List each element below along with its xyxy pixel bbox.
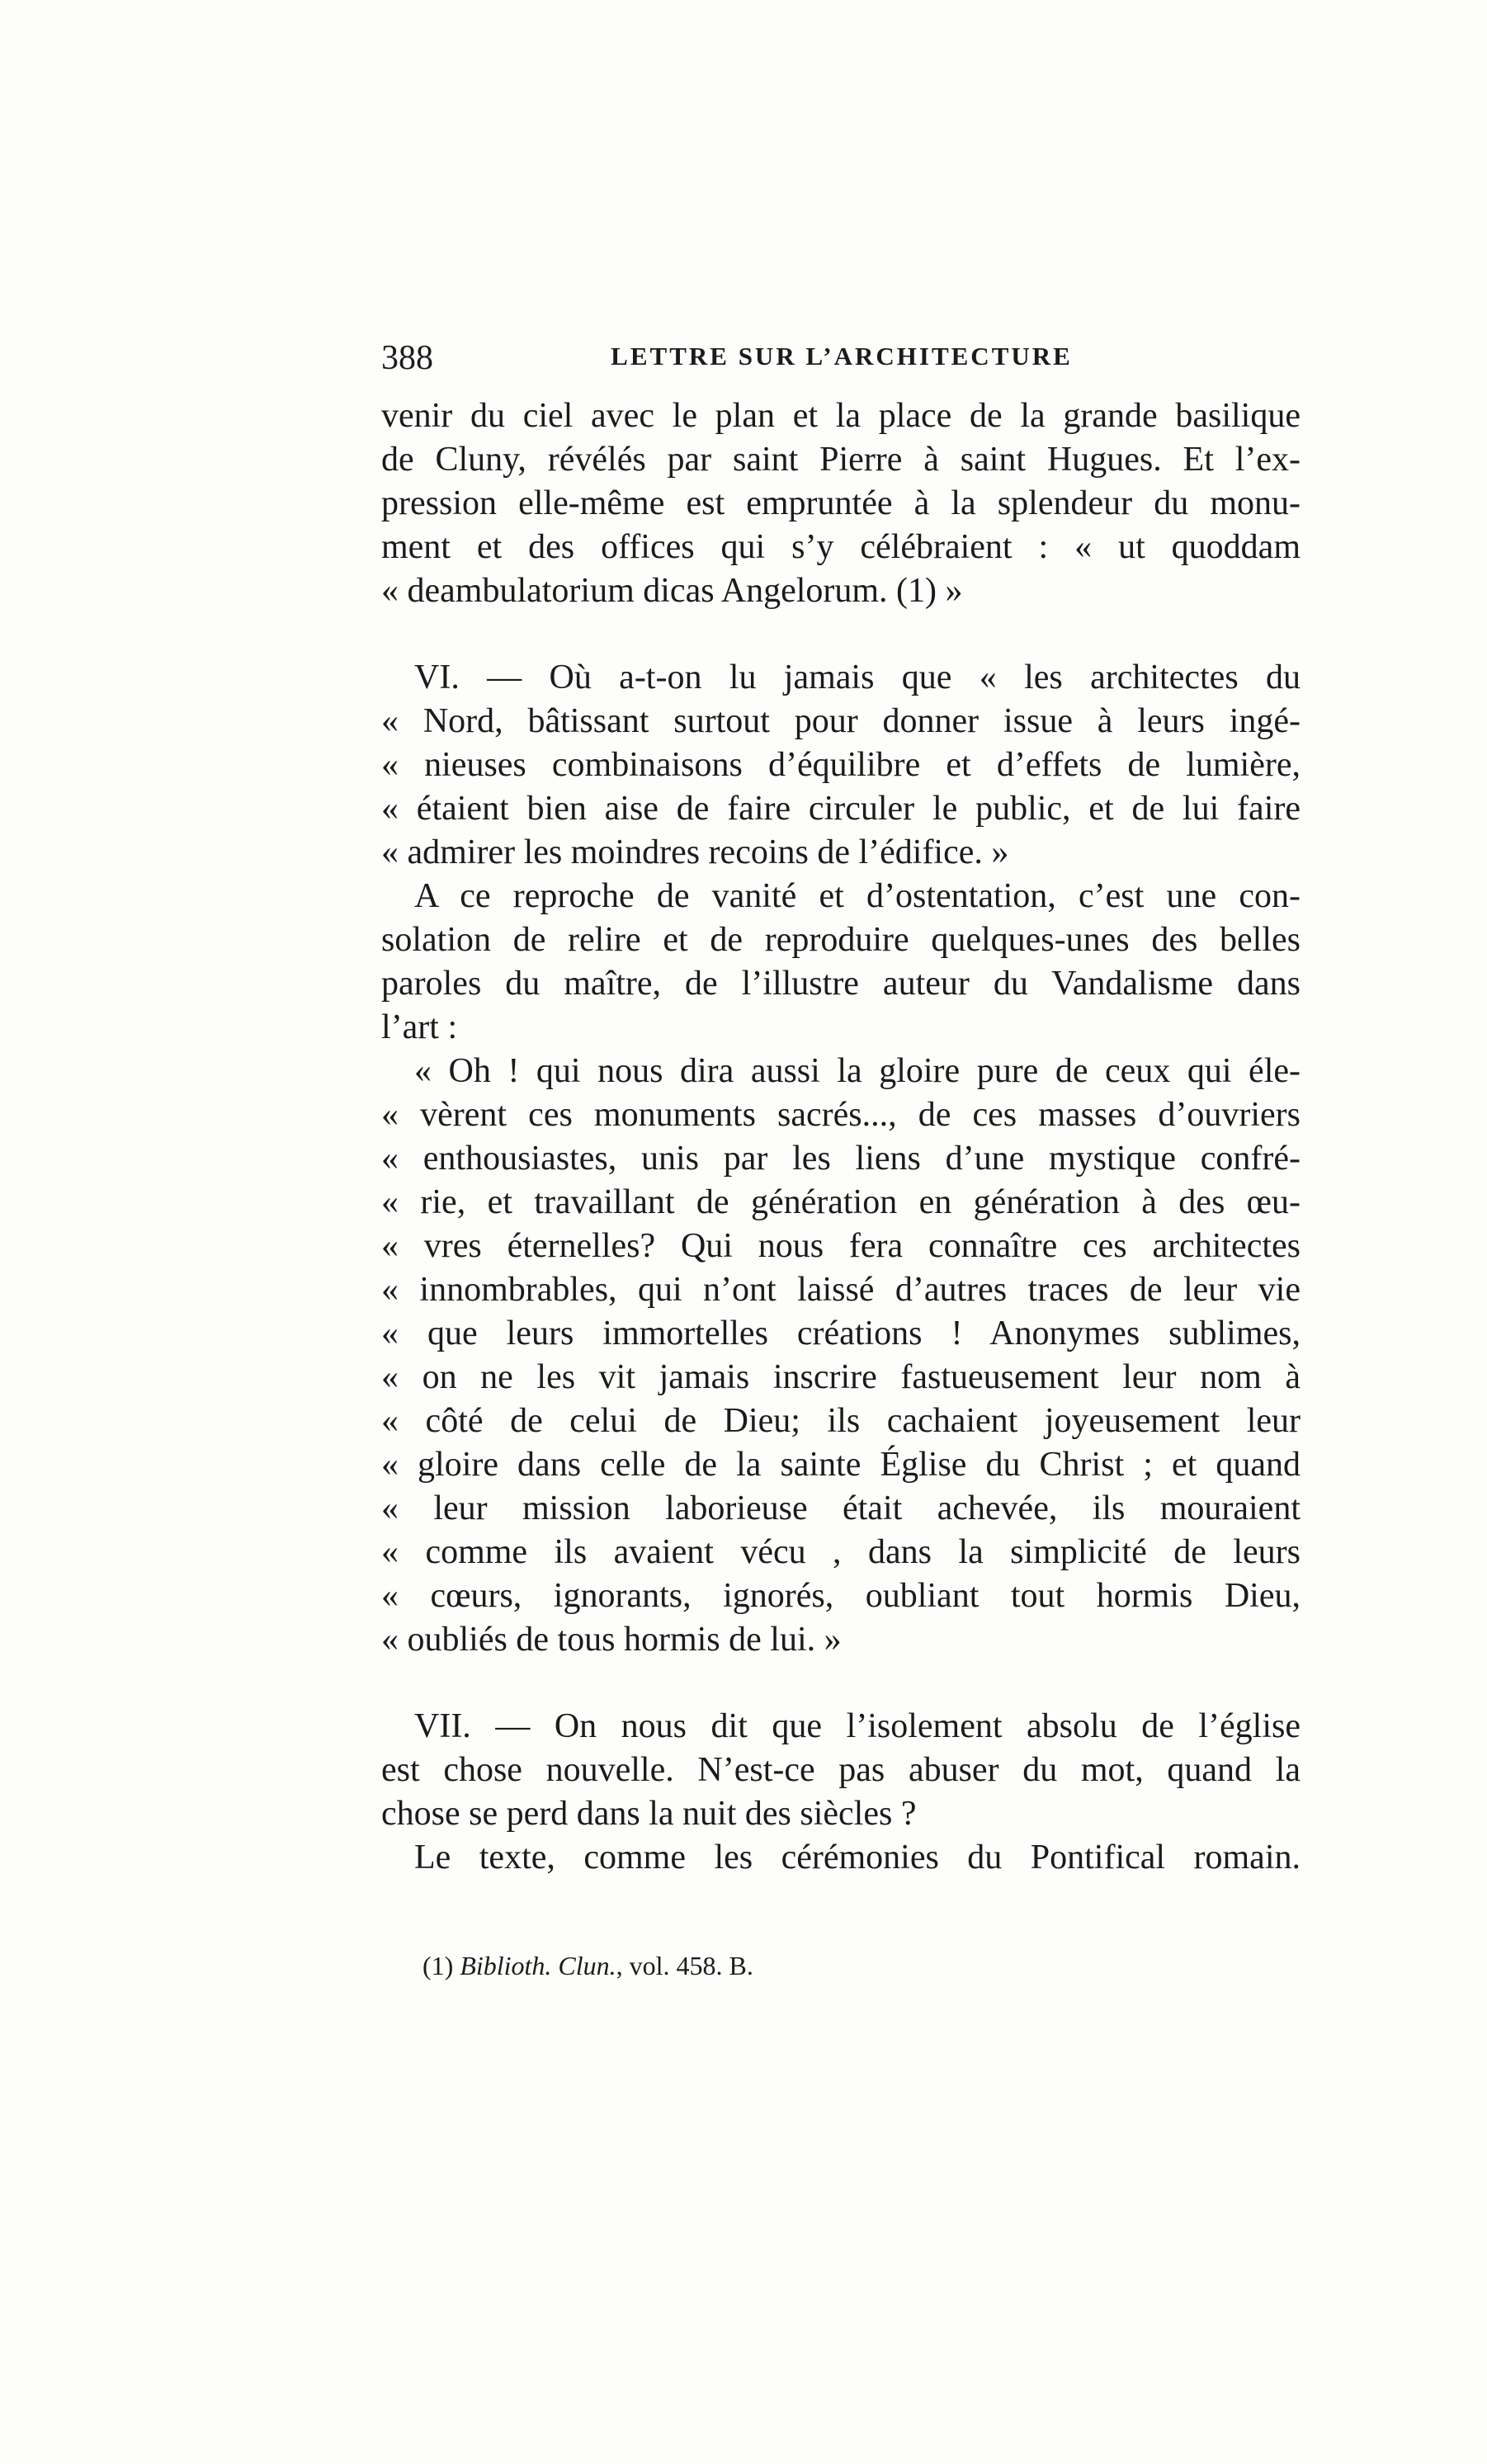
quote-line: « cœurs, ignorants, ignorés, oubliant tout hormis Dieu, [381,1577,1301,1615]
quote-line: « leur mission laborieuse était achevée, ils mouraient [381,1489,1301,1527]
section-vii-start: VII. — On nous dit que l’isolement absolu de l’église [414,1707,1301,1745]
text-line: est chose nouvelle. N’est-ce pas abuser du mot, quand la [381,1751,1301,1789]
text-line: de Cluny, révélés par saint Pierre à saint Hugues. Et l’ex- [381,441,1301,479]
quote-start: « Oh ! qui nous dira aussi la gloire pure de ceux qui éle- [414,1052,1301,1090]
quote-line: « vèrent ces monuments sacrés..., de ces masses d’ouvriers [381,1096,1301,1134]
quote-line: « vres éternelles? Qui nous fera connaître ces architectes [381,1227,1301,1265]
quote-line: « côté de celui de Dieu; ils cachaient joyeusement leur [381,1402,1301,1440]
quote-line: « comme ils avaient vécu , dans la simplicité de leurs [381,1533,1301,1571]
paragraph-start: Le texte, comme les cérémonies du Pontifical romain. [414,1839,1301,1876]
quote-line: « que leurs immortelles créations ! Anonymes sublimes, [381,1315,1301,1352]
quote-line: « oubliés de tous hormis de lui. » [381,1621,842,1659]
page-number: 388 [381,339,433,377]
quote-line: « innombrables, qui n’ont laissé d’autres traces de leur vie [381,1271,1301,1309]
quote-line: « on ne les vit jamais inscrire fastueusement leur nom à [381,1358,1301,1396]
body-text [381,394,1301,1880]
paragraph-start: A ce reproche de vanité et d’ostentation, c’est une con- [414,877,1301,915]
footnote-source: Biblioth. Clun. [460,1951,616,1980]
quote-line: « enthousiastes, unis par les liens d’une mystique confré- [381,1140,1301,1178]
running-title: LETTRE SUR L’ARCHITECTURE [611,342,1073,371]
text-line: « admirer les moindres recoins de l’édifice. » [381,833,1009,871]
footnote-rest: , vol. 458. B. [616,1951,753,1980]
page-header [381,338,1302,388]
text-line: pression elle-même est empruntée à la splendeur du monu- [381,484,1301,522]
quote-line: « rie, et travaillant de génération en génération à des œu- [381,1183,1301,1221]
text-line: l’art : [381,1008,458,1046]
text-line: paroles du maître, de l’illustre auteur du Vandalisme dans [381,965,1301,1003]
footnote [422,1947,1248,1984]
text-line: venir du ciel avec le plan et la place de la grande basilique [381,397,1301,435]
quote-line: « gloire dans celle de la sainte Église du Christ ; et quand [381,1446,1301,1484]
text-line: « deambulatorium dicas Angelorum. (1) » [381,572,963,610]
text-line: « étaient bien aise de faire circuler le public, et de lui faire [381,790,1301,828]
text-line: « nieuses combinaisons d’équilibre et d’effets de lumière, [381,746,1301,784]
text-line: « Nord, bâtissant surtout pour donner issue à leurs ingé- [381,702,1301,740]
text-line: ment et des offices qui s’y célébraient : « ut quoddam [381,528,1301,566]
footnote-marker: (1) [422,1951,454,1980]
text-line: solation de relire et de reproduire quelques-unes des belles [381,921,1301,959]
text-line: chose se perd dans la nuit des siècles ? [381,1795,917,1833]
section-vi-start: VI. — Où a-t-on lu jamais que « les architectes du [414,658,1301,696]
